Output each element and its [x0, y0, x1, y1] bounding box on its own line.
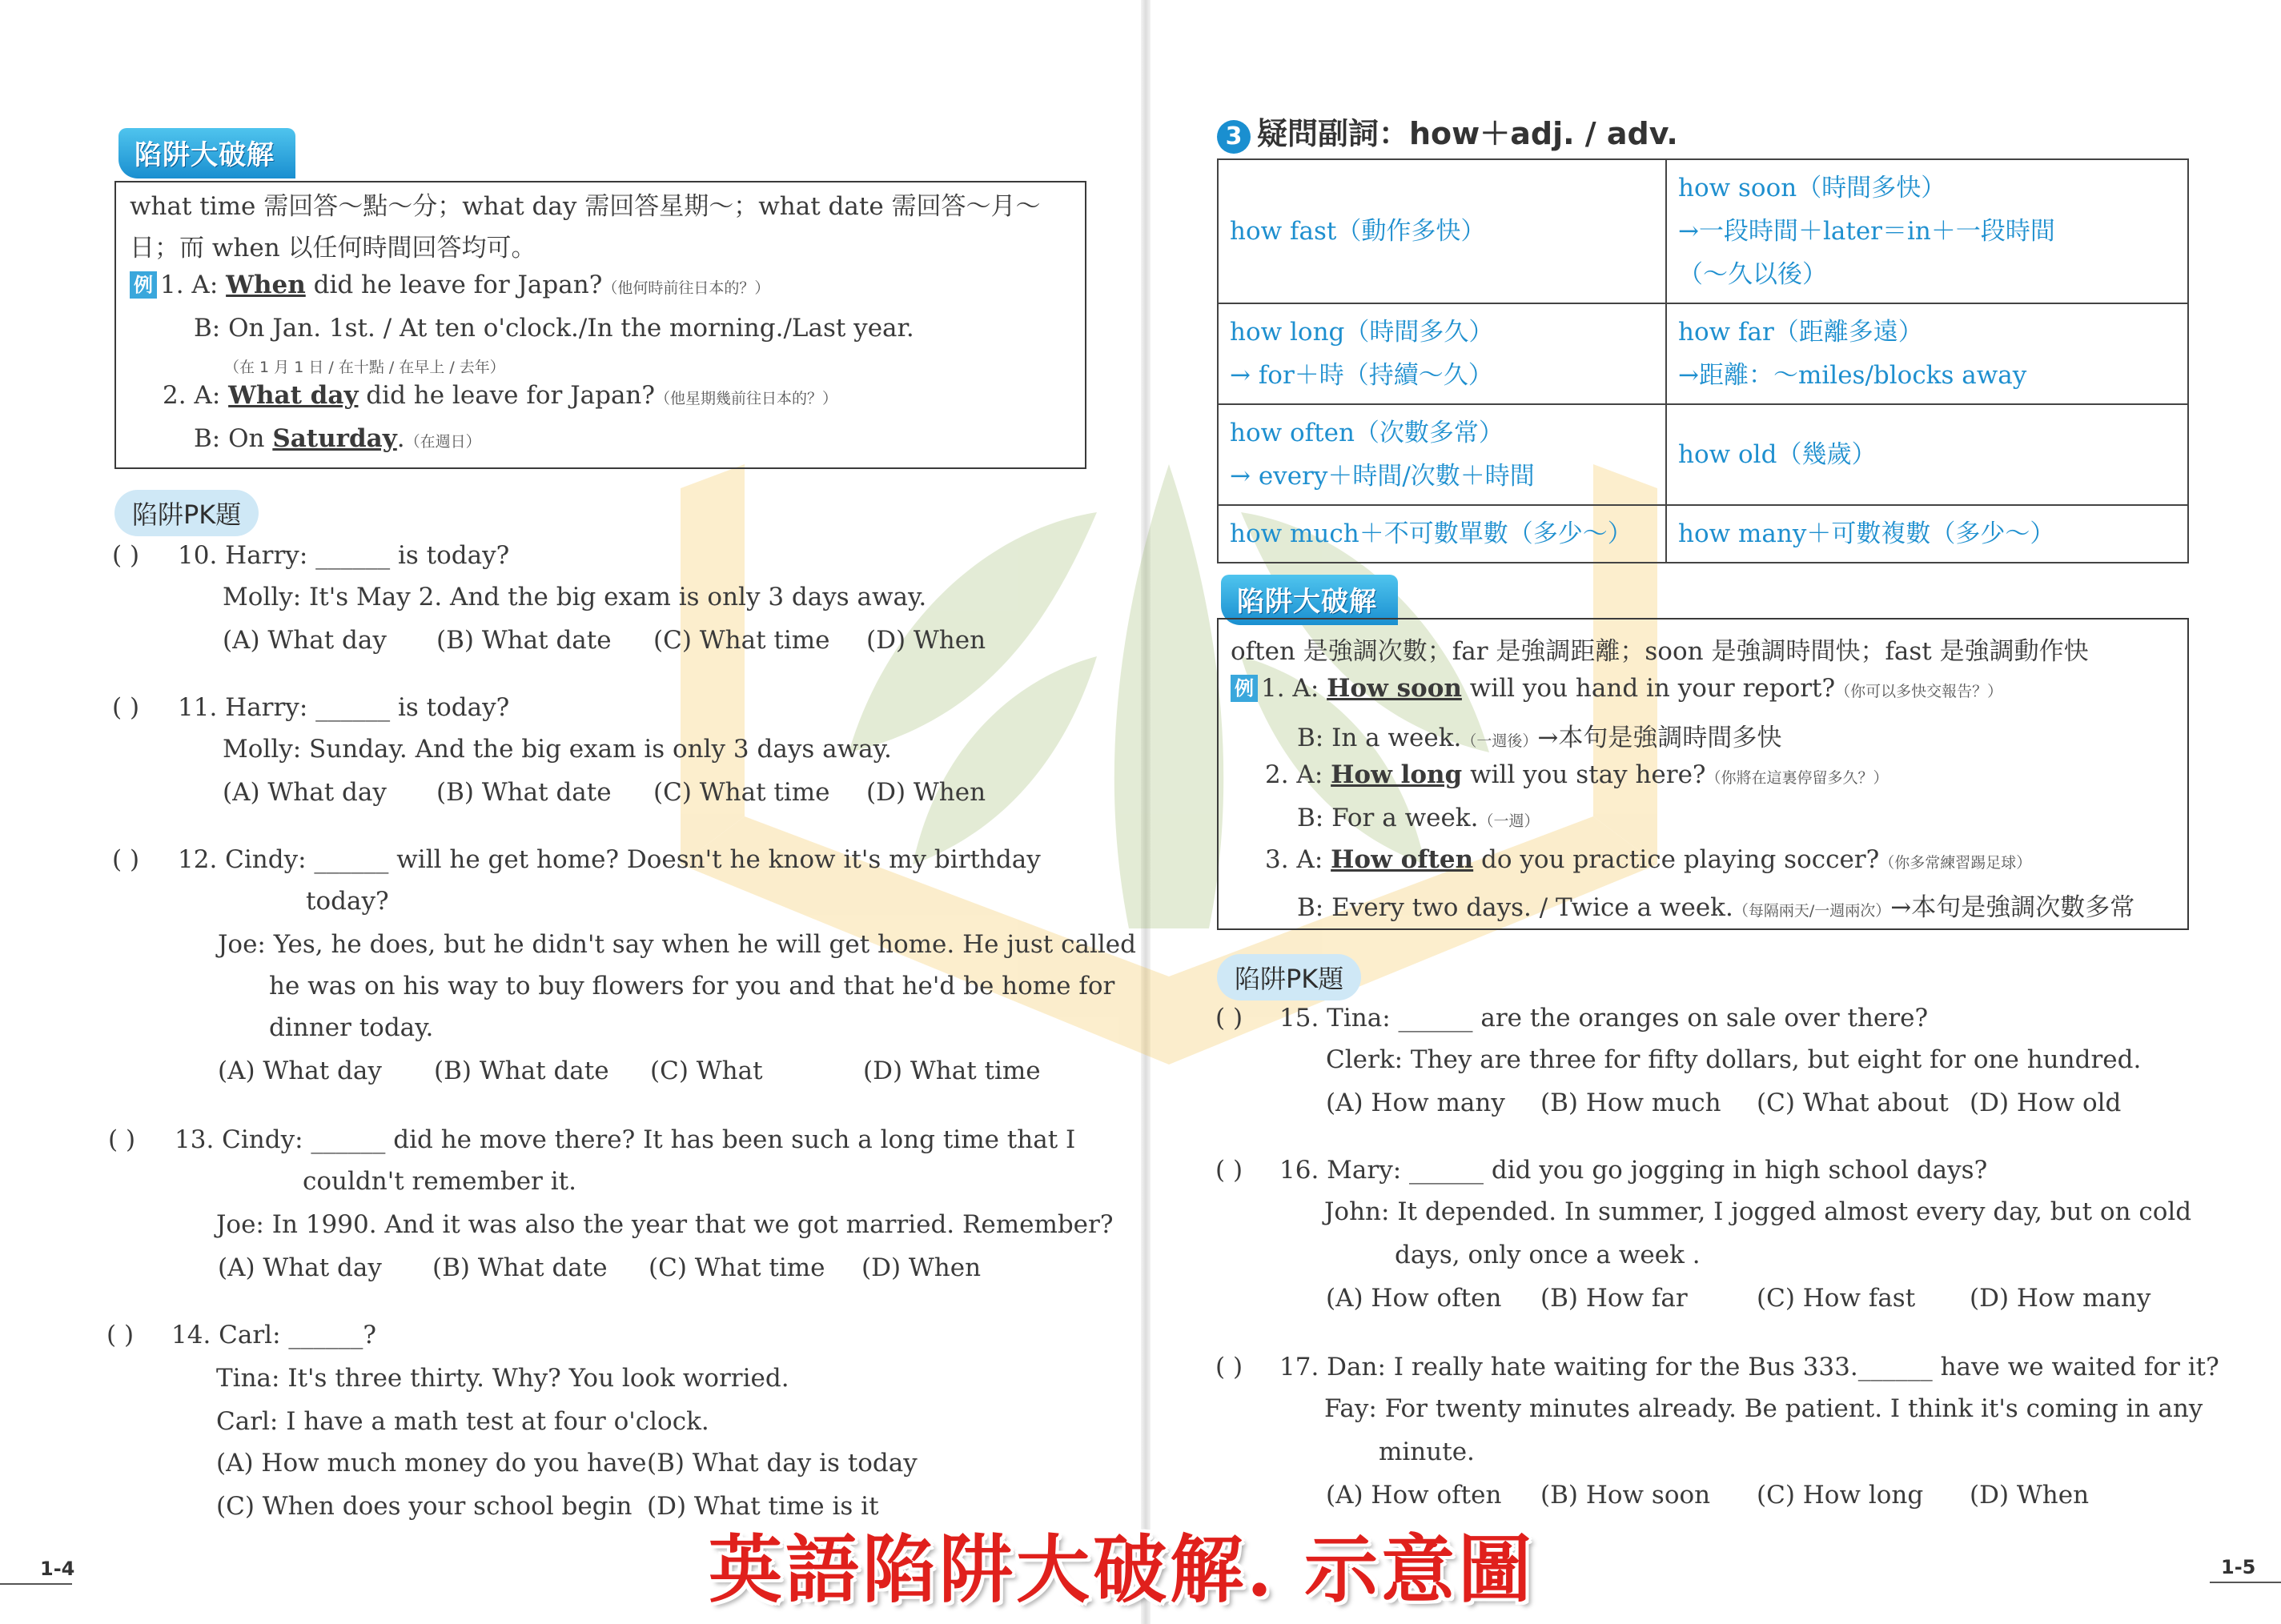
question-10-option-d[interactable]: (D) When [866, 626, 986, 655]
question-16-option-d[interactable]: (D) How many [1970, 1284, 2151, 1313]
question-15-option-d[interactable]: (D) How old [1970, 1089, 2122, 1117]
cell-text: how old（幾歲） [1678, 440, 1877, 469]
answer-blank-15[interactable]: ( ) [1215, 1004, 1243, 1033]
cell-text: how long（時間多久） [1230, 318, 1494, 347]
trap-rule-line-1: what time 需回答～點～分；what day 需回答星期～；what date 需回答～月～ [130, 192, 1041, 221]
answer-blank-17[interactable]: ( ) [1215, 1353, 1243, 1381]
cell-text: → for＋時（持續～久） [1230, 361, 1493, 390]
cell-text: （～久以後） [1678, 260, 1827, 289]
table-cell [1666, 404, 2188, 505]
translation-note: （他何時前往日本的？） [602, 279, 770, 297]
cell-text: how many＋可數複數（多少～） [1678, 519, 2055, 548]
question-11-line-1: 11. Harry: ______ is today? [178, 693, 510, 722]
question-12-line-2: today? [306, 887, 389, 916]
answer-text: B: In a week. [1297, 724, 1462, 752]
answer-blank-12[interactable]: ( ) [112, 845, 140, 874]
question-16-option-a[interactable]: (A) How often [1326, 1284, 1502, 1313]
answer-blank-14[interactable]: ( ) [106, 1321, 135, 1349]
question-17-line-3: minute. [1379, 1438, 1475, 1466]
cell-text: how fast（動作多快） [1230, 217, 1486, 246]
translation-note: （你將在這裏停留多久？） [1705, 769, 1889, 787]
question-13-line-2: couldn't remember it. [303, 1167, 576, 1196]
cell-text: → every＋時間/次數＋時間 [1230, 462, 1535, 491]
example-2-question [163, 381, 837, 410]
translation-note: （每隔兩天/一週兩次） [1733, 902, 1891, 920]
question-13-option-b[interactable]: (B) What date [432, 1253, 608, 1282]
keyword: When [226, 271, 306, 299]
example-text: will you stay here? [1462, 760, 1706, 789]
example-text: did he leave for Japan? [305, 271, 603, 299]
question-10-line-2: Molly: It's May 2. And the big exam is only 3 days away. [223, 583, 927, 612]
question-17-line-1: 17. Dan: I really hate waiting for the Bus 333.______ have we waited for it? [1279, 1353, 2219, 1381]
question-11-option-d[interactable]: (D) When [866, 778, 986, 807]
question-11-line-2: Molly: Sunday. And the big exam is only 3 days away. [223, 735, 892, 764]
question-17-option-c[interactable]: (C) How long [1757, 1481, 1924, 1510]
answer-text: B: Every two days. / Twice a week. [1297, 893, 1733, 922]
question-14-line-3: Carl: I have a math test at four o'clock. [216, 1407, 709, 1436]
table-cell [1218, 404, 1666, 505]
keyword: How soon [1327, 674, 1462, 703]
translation-note: （一週） [1478, 812, 1540, 830]
example-2-question-right [1265, 760, 1889, 789]
trap-rule-line: often 是強調次數；far 是強調距離；soon 是強調時間快；fast 是強調動作快 [1231, 637, 2089, 666]
page-number-rule [0, 1583, 72, 1585]
question-13-option-a[interactable]: (A) What day [218, 1253, 382, 1282]
cell-text: how much＋不可數單數（多少～） [1230, 519, 1632, 548]
example-3-question-right [1265, 845, 2031, 874]
page-number-left: 1-4 [40, 1558, 75, 1580]
question-15-option-b[interactable]: (B) How much [1540, 1089, 1721, 1117]
example-1-question-right [1231, 674, 2002, 703]
question-14-option-c[interactable]: (C) When does your school begin [216, 1492, 632, 1521]
translation-note: （在週日） [404, 433, 481, 451]
answer-prefix: B: On [194, 424, 273, 453]
page-number-right: 1-5 [2221, 1556, 2256, 1578]
question-12-line-4: he was on his way to buy flowers for you and that he'd be home for [269, 972, 1115, 1000]
question-13-line-3: Joe: In 1990. And it was also the year that we got married. Remember? [216, 1210, 1114, 1239]
translation-note: （你可以多快交報告？） [1835, 683, 2003, 700]
keyword: Saturday [272, 424, 397, 453]
question-10-line-1: 10. Harry: ______ is today? [178, 541, 510, 570]
section-title: 疑問副詞：how＋adj. / adv. [1257, 116, 1678, 151]
example-num: 2. A: [1265, 760, 1331, 789]
answer-blank-11[interactable]: ( ) [112, 693, 140, 722]
question-10-option-b[interactable]: (B) What date [436, 626, 612, 655]
example-1-answer-note: （在 1 月 1 日 / 在十點 / 在早上 / 去年） [224, 359, 505, 376]
table-cell [1666, 159, 2188, 303]
question-17-option-a[interactable]: (A) How often [1326, 1481, 1502, 1510]
question-12-line-1: 12. Cindy: ______ will he get home? Doesn't he know it's my birthday [178, 845, 1041, 874]
sample-caption: 英語陷阱大破解. 示意圖 [709, 1526, 1536, 1613]
adverb-table [1217, 158, 2189, 563]
example-3-answer-right [1297, 887, 2134, 923]
question-10-option-a[interactable]: (A) What day [223, 626, 387, 655]
cell-text: how soon（時間多快） [1678, 174, 1946, 202]
answer-blank-16[interactable]: ( ) [1215, 1156, 1243, 1185]
question-16-line-2: John: It depended. In summer, I jogged almost every day, but on cold [1324, 1197, 2192, 1226]
example-num: 1. A: [1261, 674, 1327, 703]
question-12-option-b[interactable]: (B) What date [434, 1057, 609, 1085]
example-text: did he leave for Japan? [358, 381, 656, 410]
pk-title-pill-right: 陷阱PK題 [1217, 954, 1361, 1000]
pk-title-pill: 陷阱PK題 [114, 490, 259, 536]
table-cell [1218, 159, 1666, 303]
question-15-line-1: 15. Tina: ______ are the oranges on sale over there? [1279, 1004, 1929, 1033]
trap-rule-line-2: 日；而 when 以任何時間回答均可。 [130, 234, 536, 263]
question-10-option-c[interactable]: (C) What time [653, 626, 830, 655]
translation-note: （你多常練習踢足球） [1879, 854, 2032, 872]
question-16-line-1: 16. Mary: ______ did you go jogging in high school days? [1279, 1156, 1988, 1185]
question-16-line-3: days, only once a week . [1395, 1241, 1701, 1269]
question-14-option-b[interactable]: (B) What day is today [647, 1449, 918, 1478]
question-14-line-1: 14. Carl: ______? [171, 1321, 377, 1349]
table-cell [1666, 505, 2188, 563]
question-13-option-c[interactable]: (C) What time [649, 1253, 825, 1282]
cell-text: →距離：～miles/blocks away [1678, 361, 2027, 390]
example-2-answer [194, 424, 481, 453]
translation-note: （他星期幾前往日本的？） [655, 390, 838, 407]
question-12-line-3: Joe: Yes, he does, but he didn't say when he will get home. He just called [218, 930, 1136, 959]
keyword: How long [1331, 760, 1463, 789]
question-12-option-c[interactable]: (C) What [650, 1057, 763, 1085]
translation-note: （一週後） [1461, 732, 1538, 750]
question-13-option-d[interactable]: (D) When [861, 1253, 982, 1282]
question-17-option-d[interactable]: (D) When [1970, 1481, 2090, 1510]
example-1-answer-right [1297, 717, 1781, 753]
example-1-answer: B: On Jan. 1st. / At ten o'clock./In the morning./Last year. [194, 314, 914, 343]
question-11-option-a[interactable]: (A) What day [223, 778, 387, 807]
question-15-option-a[interactable]: (A) How many [1326, 1089, 1505, 1117]
question-12-option-d[interactable]: (D) What time [863, 1057, 1041, 1085]
example-num: 1. A: [160, 271, 227, 299]
example-icon: 例 [1231, 675, 1258, 702]
answer-blank-13[interactable]: ( ) [108, 1125, 136, 1154]
example-text: will you hand in your report? [1461, 674, 1836, 703]
answer-remark: →本句是強調時間多快 [1537, 724, 1782, 752]
table-cell [1218, 303, 1666, 404]
question-16-option-c[interactable]: (C) How fast [1757, 1284, 1916, 1313]
question-11-option-c[interactable]: (C) What time [653, 778, 830, 807]
question-13-line-1: 13. Cindy: ______ did he move there? It has been such a long time that I [175, 1125, 1076, 1154]
question-14-option-a[interactable]: (A) How much money do you have [216, 1449, 647, 1478]
cell-text: how often（次數多常） [1230, 419, 1504, 447]
question-12-option-a[interactable]: (A) What day [218, 1057, 382, 1085]
table-cell [1218, 505, 1666, 563]
question-17-option-b[interactable]: (B) How soon [1540, 1481, 1711, 1510]
example-2-answer-right [1297, 804, 1539, 832]
question-12-line-5: dinner today. [269, 1013, 434, 1042]
table-cell [1666, 303, 2188, 404]
question-15-line-2: Clerk: They are three for fifty dollars, but eight for one hundred. [1326, 1045, 2142, 1074]
answer-remark: →本句是強調次數多常 [1890, 893, 2135, 922]
cell-text: how far（距離多遠） [1678, 318, 1923, 347]
example-icon: 例 [130, 271, 157, 299]
example-num: 2. A: [163, 381, 229, 410]
page-number-rule-right [2210, 1582, 2281, 1583]
trap-title-badge: 陷阱大破解 [118, 128, 295, 178]
section-number-badge: 3 [1217, 120, 1251, 154]
example-1-question [130, 271, 769, 299]
cell-text: →一段時間＋later＝in＋一段時間 [1678, 217, 2055, 246]
question-16-option-b[interactable]: (B) How far [1540, 1284, 1688, 1313]
keyword: What day [228, 381, 359, 410]
trap-title-badge-right: 陷阱大破解 [1221, 575, 1398, 625]
question-11-option-b[interactable]: (B) What date [436, 778, 612, 807]
section-heading [1217, 109, 1678, 154]
question-15-option-c[interactable]: (C) What about [1757, 1089, 1949, 1117]
answer-blank-10[interactable]: ( ) [112, 541, 140, 570]
answer-suffix: . [396, 424, 405, 453]
question-17-line-2: Fay: For twenty minutes already. Be patient. I think it's coming in any [1324, 1394, 2203, 1423]
example-text: do you practice playing soccer? [1473, 845, 1880, 874]
answer-text: B: For a week. [1297, 804, 1479, 832]
question-14-option-d[interactable]: (D) What time is it [647, 1492, 879, 1521]
keyword: How often [1331, 845, 1474, 874]
question-14-line-2: Tina: It's three thirty. Why? You look worried. [216, 1364, 789, 1393]
example-num: 3. A: [1265, 845, 1331, 874]
